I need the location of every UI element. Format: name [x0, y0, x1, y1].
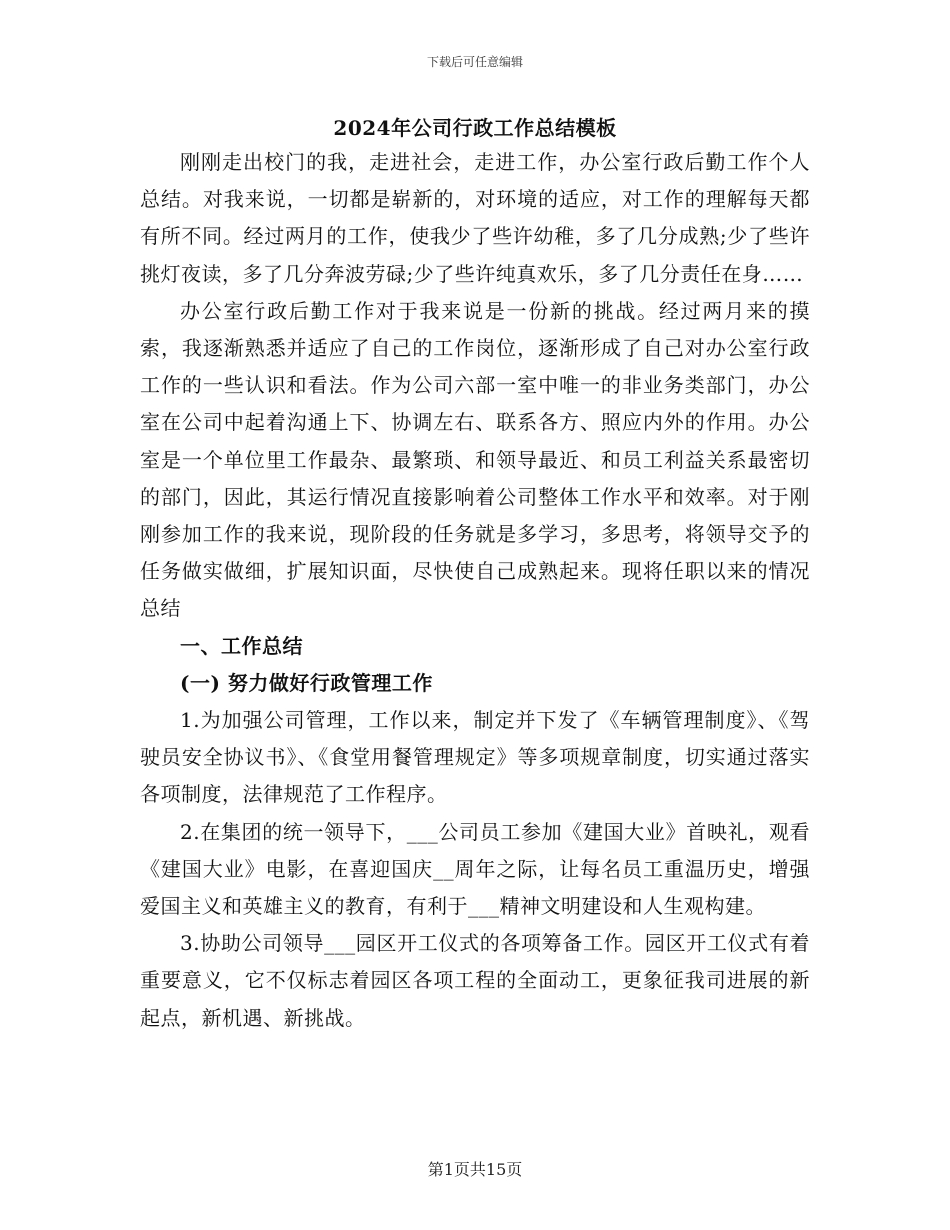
- intro-paragraph-2: 办公室行政后勤工作对于我来说是一份新的挑战。经过两月来的摸索，我逐渐熟悉并适应了自己的工作岗位，逐渐形成了自己对办公室行政工作的一些认识和看法。作为公司六部一室中唯一的非业务类部门，办公室在公司中起着沟通上下、协调左右、联系各方、照应内外的作用。办公室是一个单位里工作最杂、最繁琐、和领导最近、和员工利益关系最密切的部门，因此，其运行情况直接影响着公司整体工作水平和效率。对于刚刚参加工作的我来说，现阶段的任务就是多学习，多思考，将领导交予的任务做实做细，扩展知识面，尽快使自己成熟起来。现将任职以来的情况总结: [140, 298, 810, 621]
- intro-paragraph-1: 刚刚走出校门的我，走进社会，走进工作，办公室行政后勤工作个人总结。对我来说，一切都是崭新的，对环境的适应，对工作的理解每天都有所不同。经过两月的工作，使我少了些许幼稚，多了几分成熟;少了些许挑灯夜读，多了几分奔波劳碌;少了些许纯真欢乐，多了几分责任在身……: [140, 150, 810, 286]
- subsection-heading: (一) 努力做好行政管理工作: [180, 670, 433, 695]
- list-item-2: 2.在集团的统一领导下，___公司员工参加《建国大业》首映礼，观看《建国大业》电影，在喜迎国庆__周年之际，让每名员工重温历史，增强爱国主义和英雄主义的教育，有利于___精神文明建设和人生观构建。: [140, 819, 810, 919]
- list-item-1: 1.为加强公司管理，工作以来，制定并下发了《车辆管理制度》、《驾驶员安全协议书》、《食堂用餐管理规定》等多项规章制度，切实通过落实各项制度，法律规范了工作程序。: [140, 708, 810, 807]
- document-body: [140, 112, 810, 1037]
- section-heading: 一、工作总结: [180, 633, 303, 658]
- document-title: 2024年公司行政工作总结模板: [333, 116, 617, 140]
- list-item-3: 3.协助公司领导___园区开工仪式的各项筹备工作。园区开工仪式有着重要意义，它不仅标志着园区各项工程的全面动工，更象征我司进展的新起点，新机遇、新挑战。: [140, 931, 810, 1030]
- page-header-note: 下载后可任意编辑: [426, 55, 523, 69]
- page-number: 第1页共15页: [427, 1160, 523, 1179]
